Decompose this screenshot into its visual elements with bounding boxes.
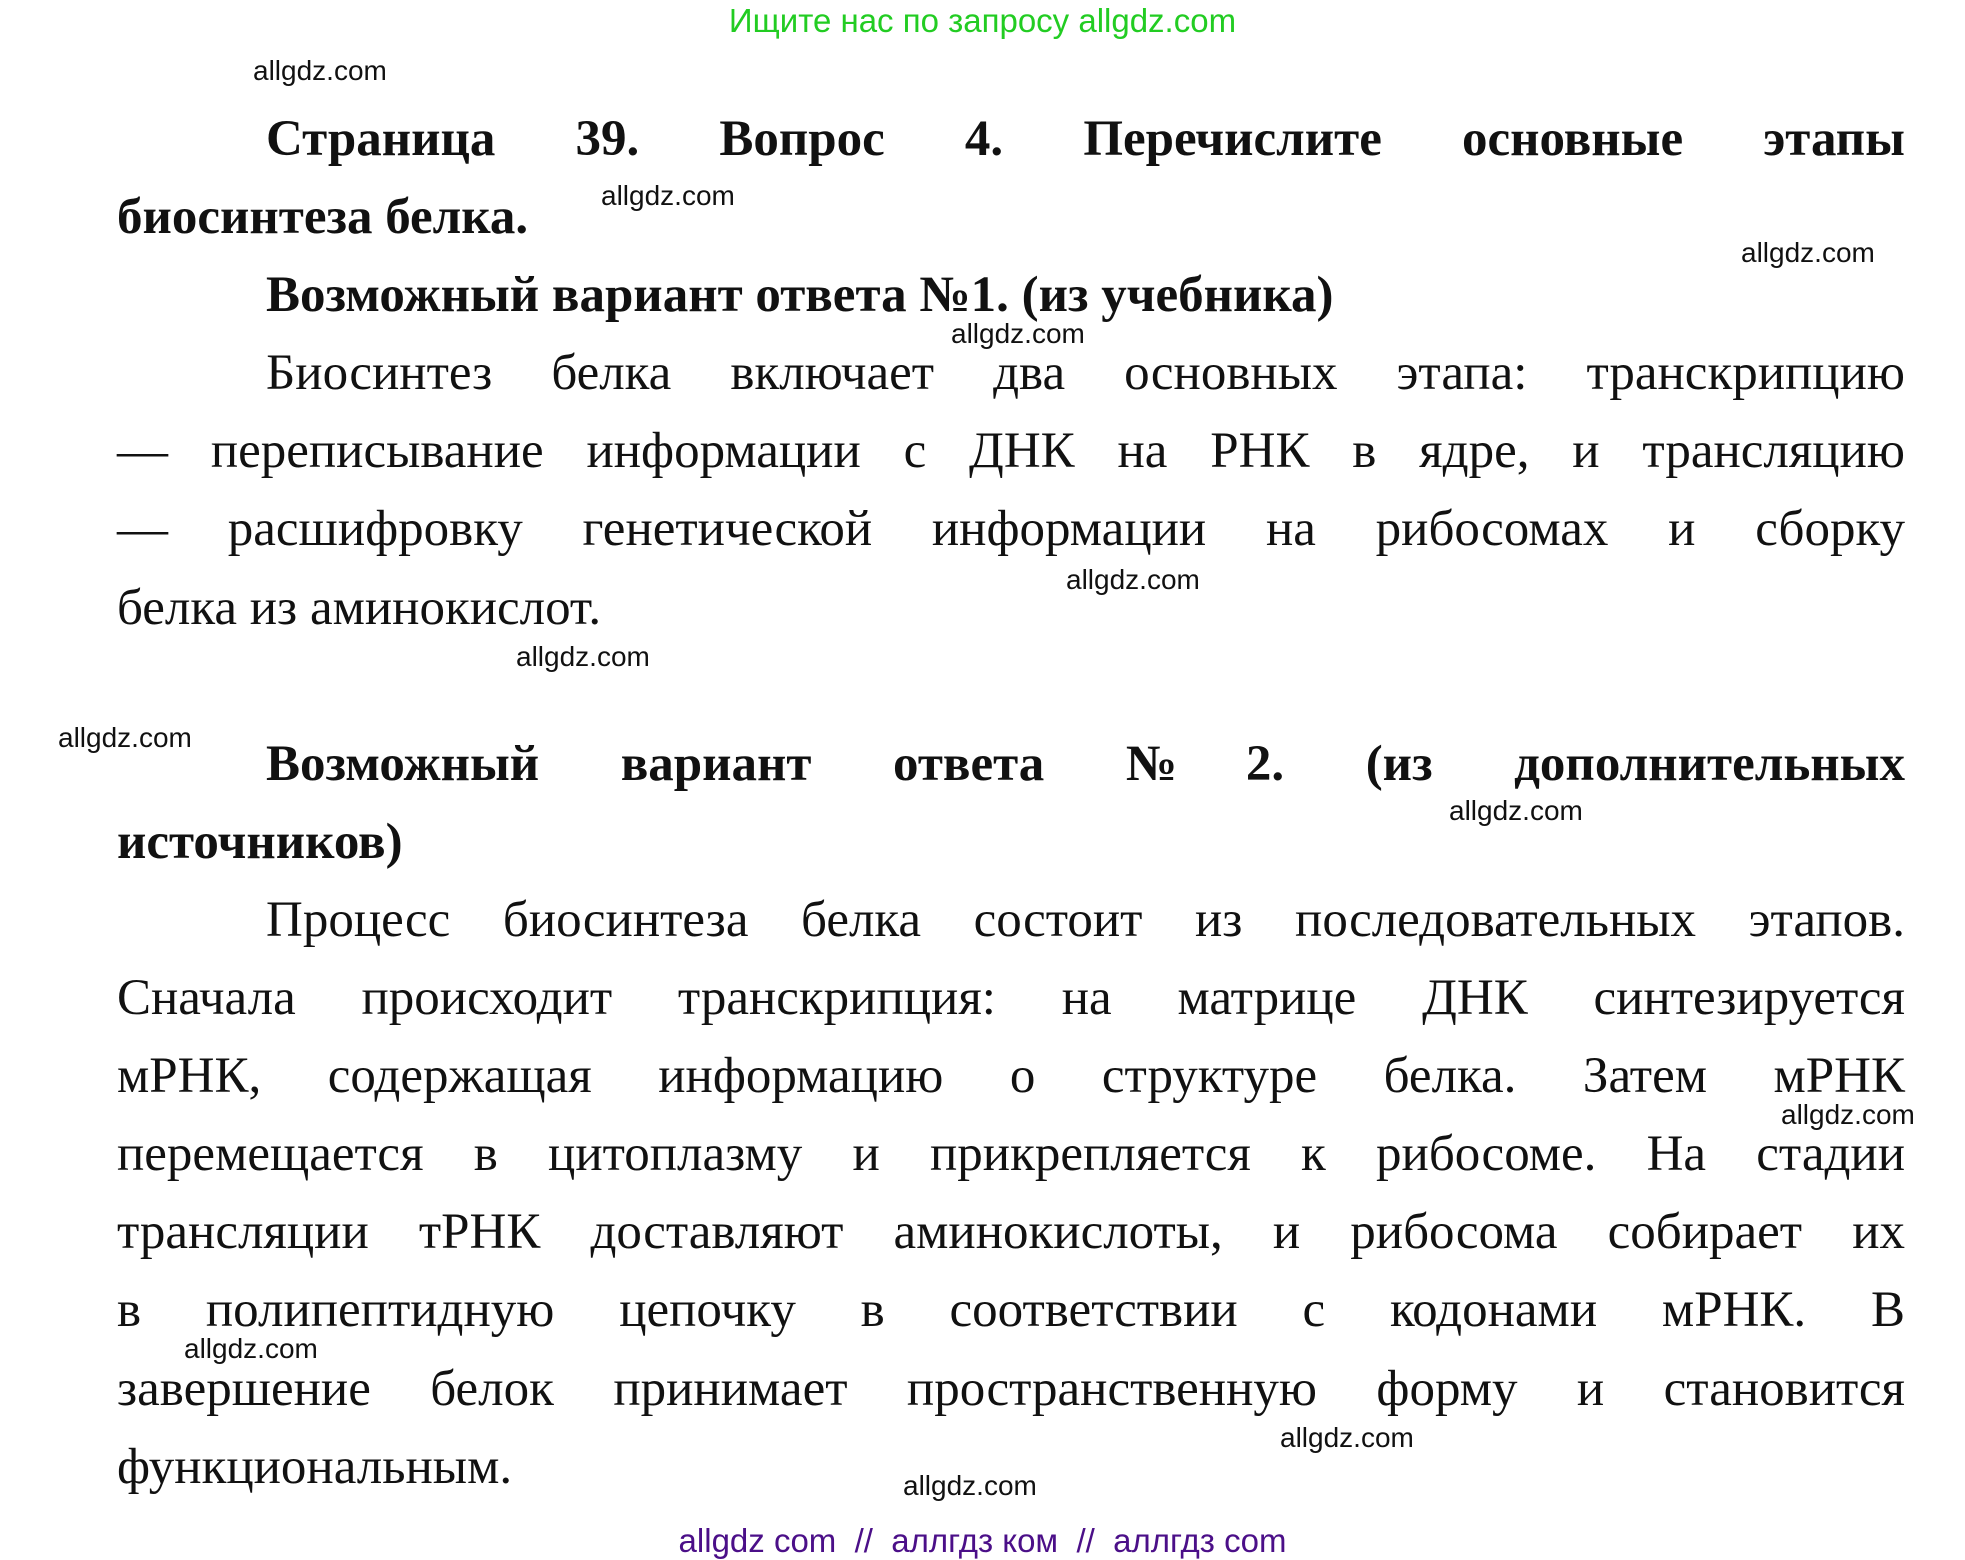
answer2-line: завершение белок принимает пространственную форму и становится [117, 1360, 1905, 1417]
answer2-line: функциональным. [117, 1438, 513, 1495]
watermark: allgdz.com [184, 1333, 318, 1364]
answer1-heading: Возможный вариант ответа №1. (из учебника) [266, 267, 1334, 324]
watermark: allgdz.com [903, 1470, 1037, 1501]
answer2-heading: источников) [117, 813, 403, 870]
answer2-line: Сначала происходит транскрипция: на матрице ДНК синтезируется [117, 970, 1905, 1027]
spacer [117, 647, 1905, 725]
answer2-line: перемещается в цитоплазму и прикрепляется к рибосоме. На стадии [117, 1126, 1905, 1183]
answer2-line: в полипептидную цепочку в соответствии с кодонами мРНК. В [117, 1282, 1905, 1339]
question-line: биосинтеза белка. [117, 189, 529, 246]
watermark: allgdz.com [951, 318, 1085, 349]
answer2-line: мРНК, содержащая информацию о структуре белка. Затем мРНК [117, 1048, 1905, 1105]
watermark: allgdz.com [516, 641, 650, 672]
watermark: allgdz.com [601, 180, 735, 211]
footer-banner-text: allgdz com // аллгдз ком // аллгдз com [678, 1522, 1287, 1559]
footer-banner [0, 1522, 1965, 1560]
answer1-line: Биосинтез белка включает два основных этапа: транскрипцию [266, 345, 1905, 402]
watermark: allgdz.com [58, 722, 192, 753]
watermark: allgdz.com [1449, 795, 1583, 826]
answer1-line: — переписывание информации с ДНК на РНК в ядре, и трансляцию [117, 423, 1905, 480]
answer2-heading: Возможный вариант ответа №2. (из дополнительных [266, 735, 1905, 792]
search-banner: Ищите нас по запросу allgdz.com [728, 2, 1237, 39]
watermark: allgdz.com [1066, 564, 1200, 595]
answer1-line: — расшифровку генетической информации на рибосомах и сборку [117, 501, 1905, 558]
document-body [117, 100, 1905, 1506]
watermark: allgdz.com [1741, 237, 1875, 268]
answer1-line: белка из аминокислот. [117, 579, 602, 636]
answer2-line: Процесс биосинтеза белка состоит из последовательных этапов. [266, 891, 1905, 948]
answer2-line: трансляции тРНК доставляют аминокислоты, и рибосома собирает их [117, 1204, 1905, 1261]
watermark: allgdz.com [253, 55, 387, 86]
watermark: allgdz.com [1781, 1099, 1915, 1130]
watermark: allgdz.com [1280, 1422, 1414, 1453]
question-line: Страница 39. Вопрос 4. Перечислите основные этапы [266, 111, 1905, 167]
